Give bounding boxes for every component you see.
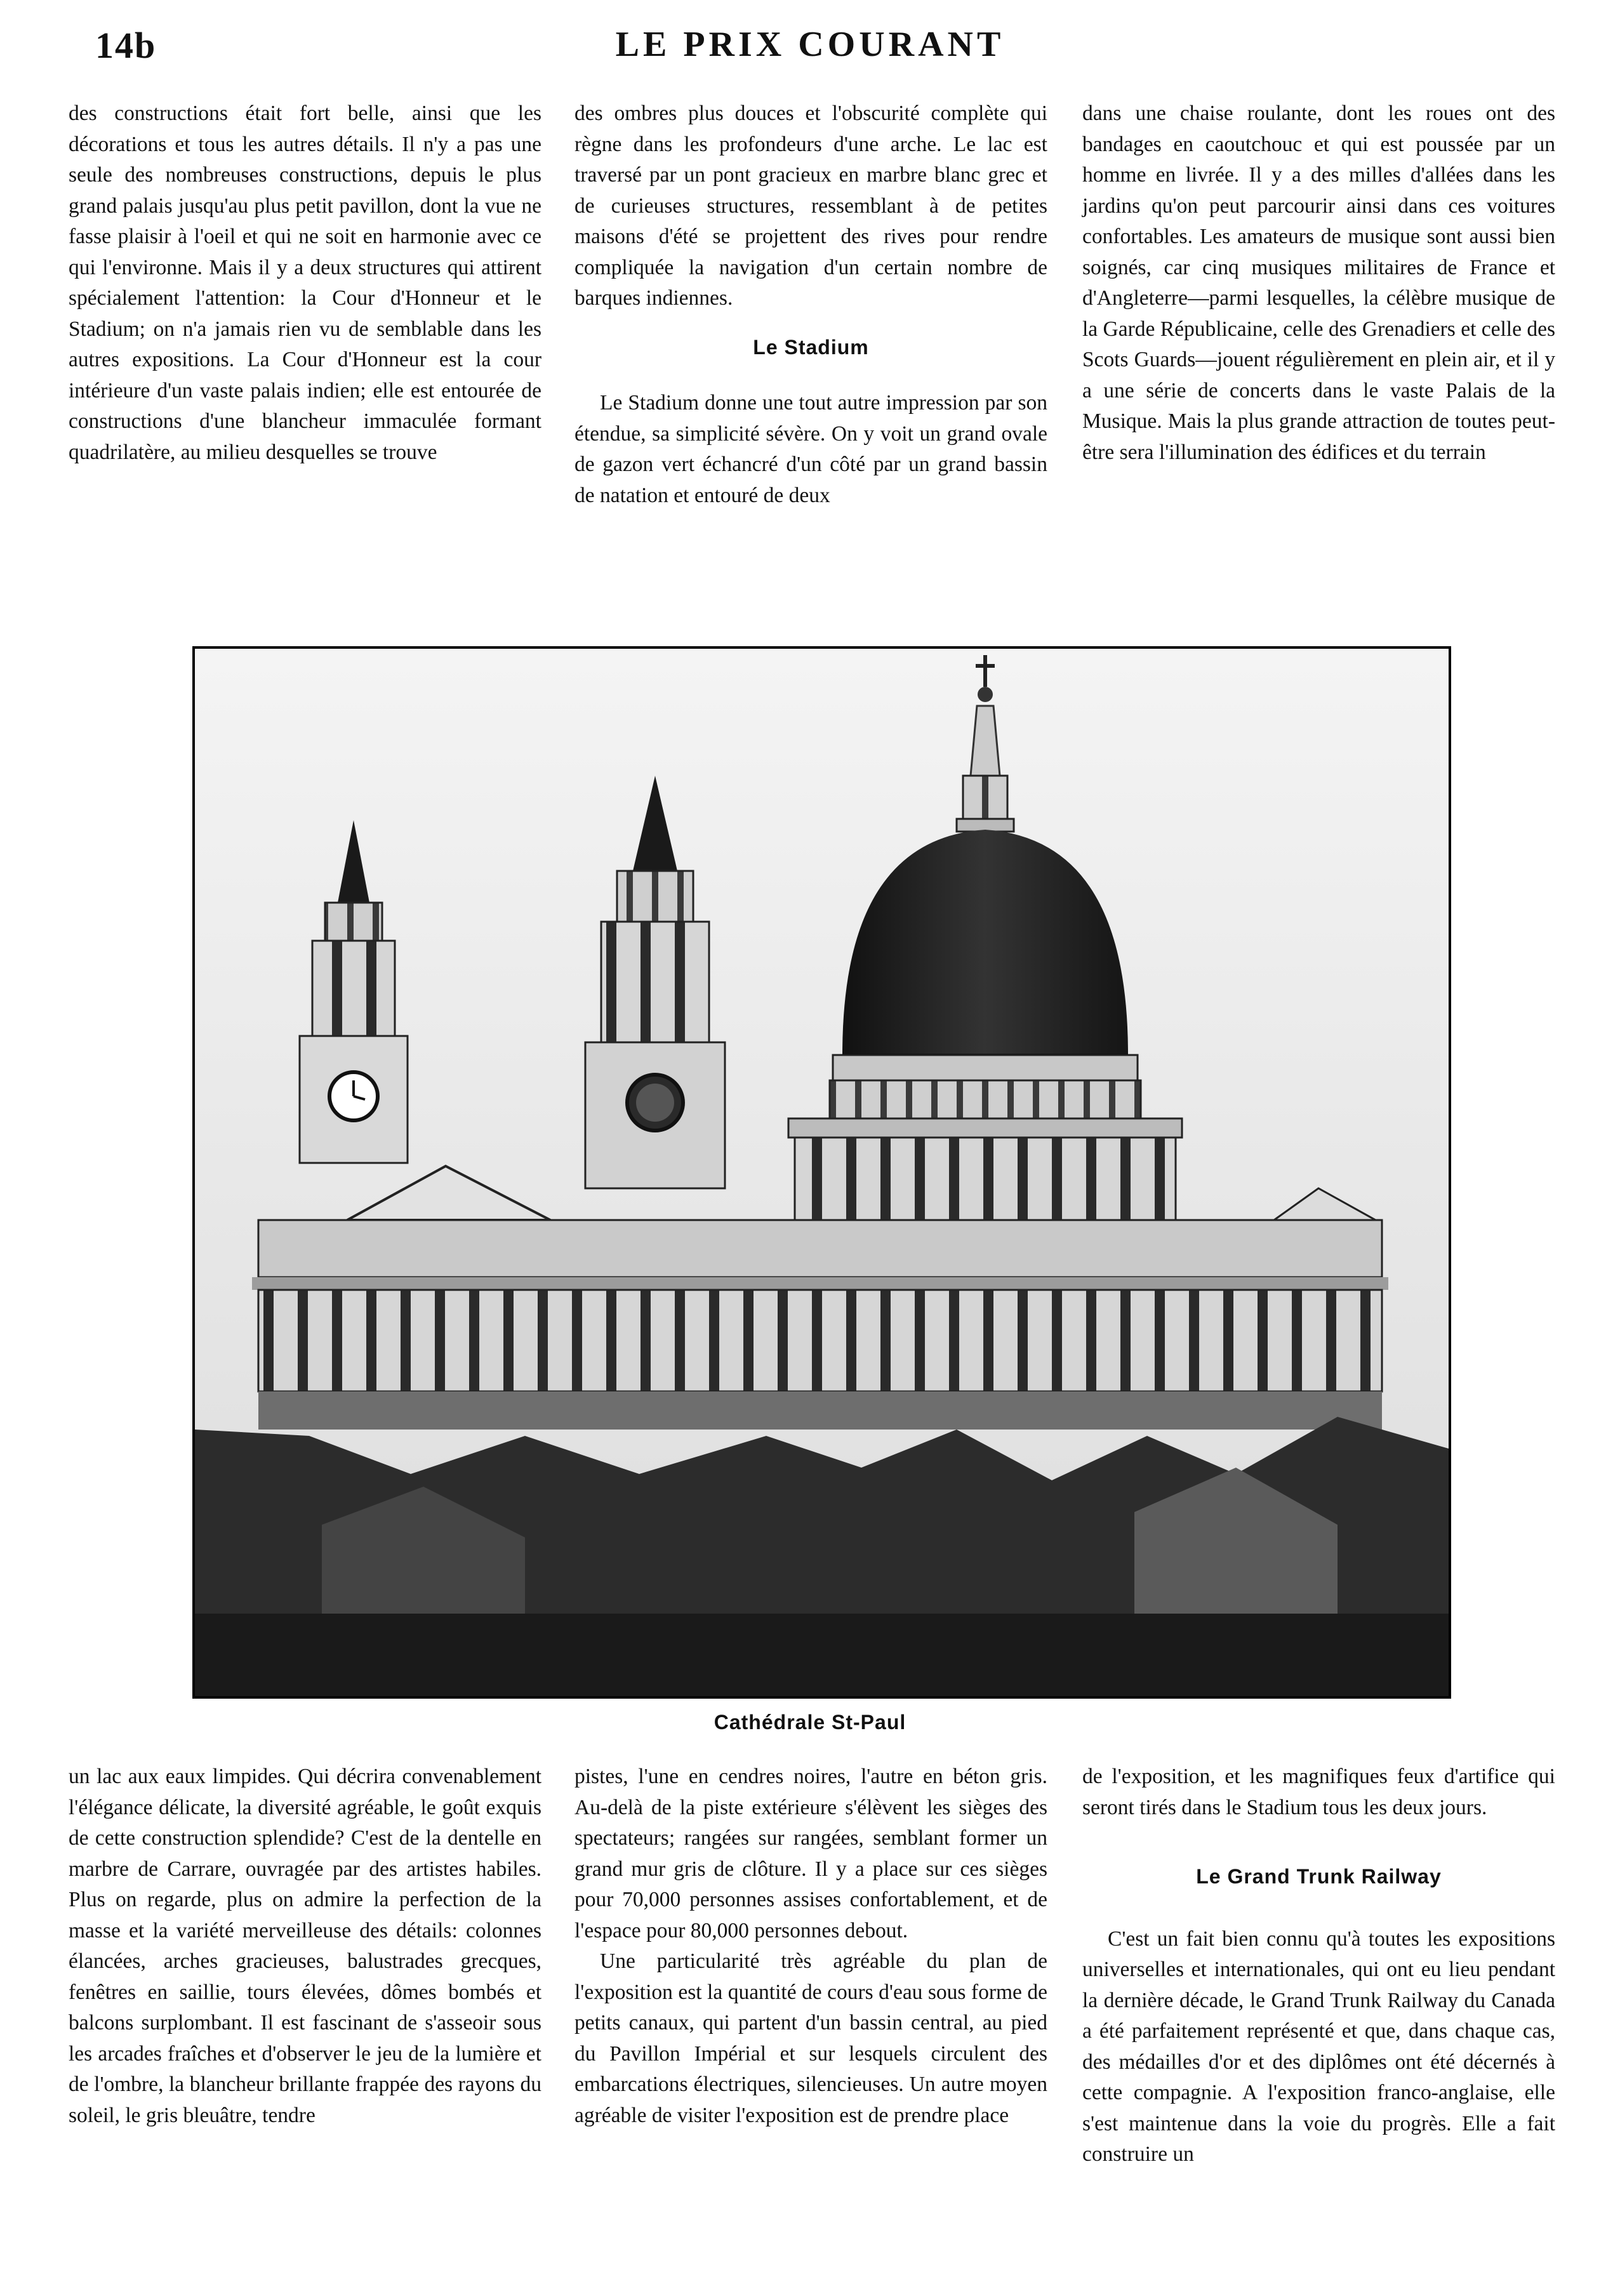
photo-caption: Cathédrale St-Paul: [714, 1711, 906, 1734]
paragraph: un lac aux eaux limpides. Qui décrira convenablement l'élégance délicate, la diversité agréable, le goût exquis de cette construction splendide? C'est de la dentelle en marbre de Carrare, ouvragée par des artistes habiles. Plus on regarde, plus on admire la perfection de la masse et la variété merveilleuse des détails: colonnes élancées, arches gracieuses, balustrades grecques, fenêtres en saillie, tours élevées, dômes bombés et balcons surplombant. Il est fascinant de s'asseoir sous les arcades fraîches et d'observer le jeu de la lumière et de l'ombre, la blancheur brillante frappée des rayons du soleil, le gris bleuâtre, tendre: [69, 1765, 541, 2127]
page-header: [0, 24, 1620, 81]
column-bottom-middle: [574, 1762, 1047, 2131]
paragraph: des ombres plus douces et l'obscurité complète qui règne dans les profondeurs d'une arche. Le lac est traversé par un pont gracieux en marbre blanc grec et de curieuses structures, ressemblant à de petites maisons d'été se projettent des rives pour rendre compliquée la navigation d'un certain nombre de barques indiennes.: [574, 102, 1047, 310]
section-heading-grand-trunk: Le Grand Trunk Railway: [1196, 1865, 1442, 1888]
paragraph: des constructions était fort belle, ainsi que les décorations et tous les autres détails. Il n'y a pas une seule des nombreuses constructions, depuis le plus grand palais jusqu'au plus petit pavillon, dont la vue ne fasse plaisir à l'oeil et qui ne soit en harmonie avec ce qui l'environne. Mais il y a deux structures qui attirent spécialement l'attention: la Cour d'Honneur et le Stadium; on n'a jamais rien vu de semblable dans les autres expositions. La Cour d'Honneur est la cour intérieure d'un vaste palais indien; elle est entourée de constructions d'une blancheur immaculée formant quadrilatère, au milieu desquelles se trouve: [69, 102, 541, 464]
paragraph: Une particularité très agréable du plan de l'exposition est la quantité de cours d'eau sous forme de petits canaux, qui partent d'un bassin central, au pied du Pavillon Impérial et sur lesquels circulent des embarcations électriques, silencieuses. Un autre moyen agréable de visiter l'exposition est de prendre place: [574, 1949, 1047, 2127]
column-top-right: [1082, 98, 1555, 468]
paragraph: Le Stadium donne une tout autre impression par son étendue, sa simplicité sévère. On y voit un grand ovale de gazon vert échancré d'un côté par un grand bassin de natation et entouré de deux: [574, 391, 1047, 507]
column-top-left: [69, 98, 541, 468]
column-top-middle: [574, 98, 1047, 511]
paragraph: dans une chaise roulante, dont les roues ont des bandages en caoutchouc et qui est poussée par un homme en livrée. Il y a des milles d'allées dans les jardins qu'on peut parcourir ainsi dans ces voitures confortables. Les amateurs de musique sont aussi bien soignés, car cinq musiques militaires de France et d'Angleterre—parmi lesquelles, la célèbre musique de la Garde Républicaine, celle des Grenadiers et celle des Scots Guards—jouent régulièrement en plein air, et il y a une série de concerts dans le vaste Palais de la Musique. Mais la plus grande attraction de toutes peut-être sera l'illumination des édifices et du terrain: [1082, 102, 1556, 464]
cathedral-illustration: [195, 649, 1449, 1696]
paragraph: de l'exposition, et les magnifiques feux d'artifice qui seront tirés dans le Stadium tous les deux jours.: [1082, 1765, 1555, 1819]
section-heading-stadium: Le Stadium: [753, 335, 869, 359]
column-bottom-left: [69, 1762, 541, 2131]
cathedral-photo: [192, 646, 1451, 1699]
running-title: LE PRIX COURANT: [615, 25, 1005, 64]
paragraph: C'est un fait bien connu qu'à toutes les expositions universelles et internationales, qui ont eu lieu pendant la dernière décade, le Grand Trunk Railway du Canada a été parfaitement représenté et que, dans chaque cas, des médailles d'or et des diplômes ont été décernés à cette compagnie. A l'exposition franco-anglaise, elle s'est maintenue dans la voie du progrès. Elle a fait construire un: [1082, 1927, 1555, 2166]
column-bottom-right: [1082, 1762, 1555, 2170]
paragraph: pistes, l'une en cendres noires, l'autre en béton gris. Au-delà de la piste extérieure s'élèvent les sièges des spectateurs; rangées sur rangées, semblant former un grand mur gris de clôture. Il y a place sur ces sièges pour 70,000 personnes assises confortablement, et de l'espace pour 80,000 personnes debout.: [574, 1765, 1047, 1942]
page-number: 14b: [95, 25, 157, 66]
